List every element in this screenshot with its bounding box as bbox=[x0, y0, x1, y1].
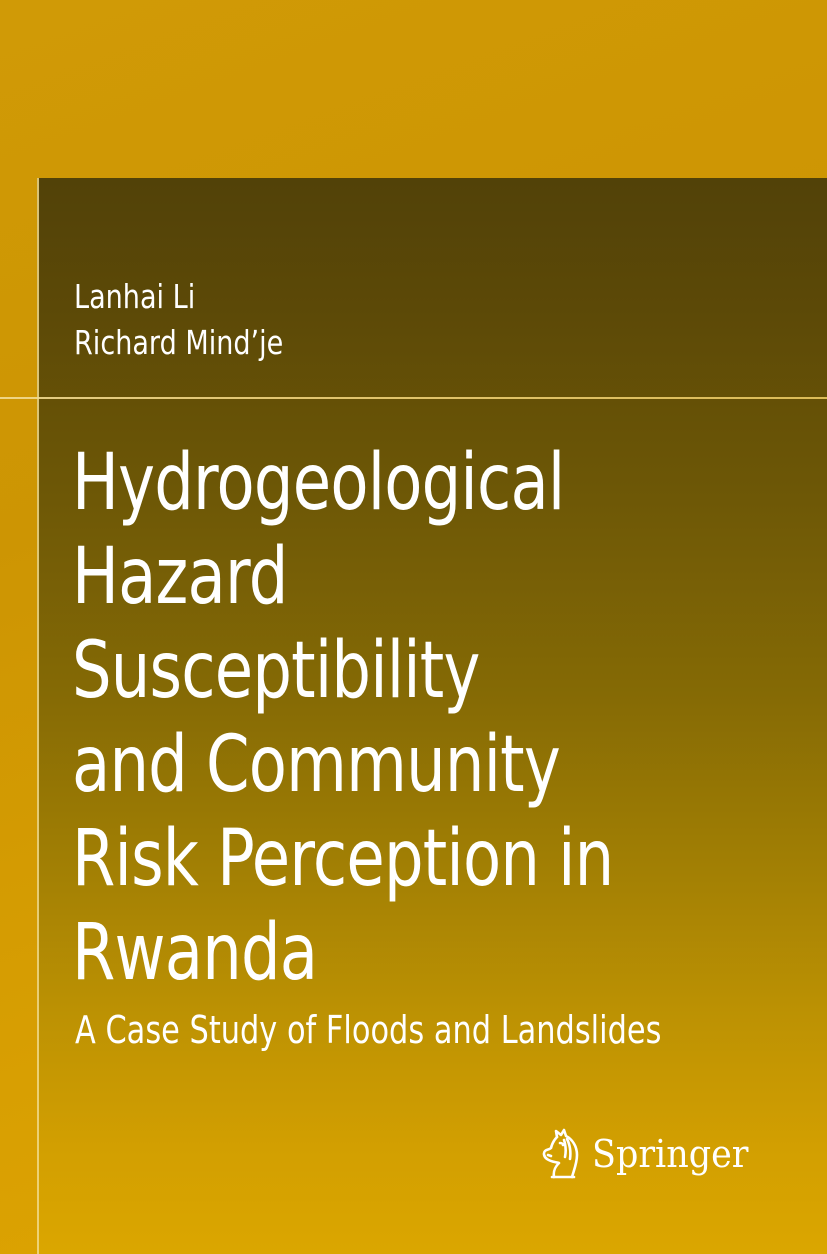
title-line: and Community bbox=[72, 720, 560, 810]
book-title bbox=[72, 436, 613, 1000]
publisher-logo bbox=[536, 1124, 762, 1184]
author-list bbox=[74, 274, 283, 366]
panel-left-rule bbox=[37, 178, 39, 1254]
title-line: Hydrogeological bbox=[72, 438, 565, 528]
author-title-divider bbox=[0, 397, 827, 399]
publisher-name: Springer bbox=[592, 1132, 749, 1176]
title-line: Risk Perception in bbox=[72, 814, 614, 904]
springer-horse-icon bbox=[536, 1125, 586, 1183]
author-name: Lanhai Li bbox=[74, 277, 196, 316]
author-name: Richard Mind’je bbox=[74, 323, 284, 362]
title-line: Susceptibility bbox=[72, 626, 480, 716]
title-line: Rwanda bbox=[72, 908, 318, 998]
title-line: Hazard bbox=[72, 532, 288, 622]
book-subtitle: A Case Study of Floods and Landslides bbox=[75, 1008, 662, 1052]
